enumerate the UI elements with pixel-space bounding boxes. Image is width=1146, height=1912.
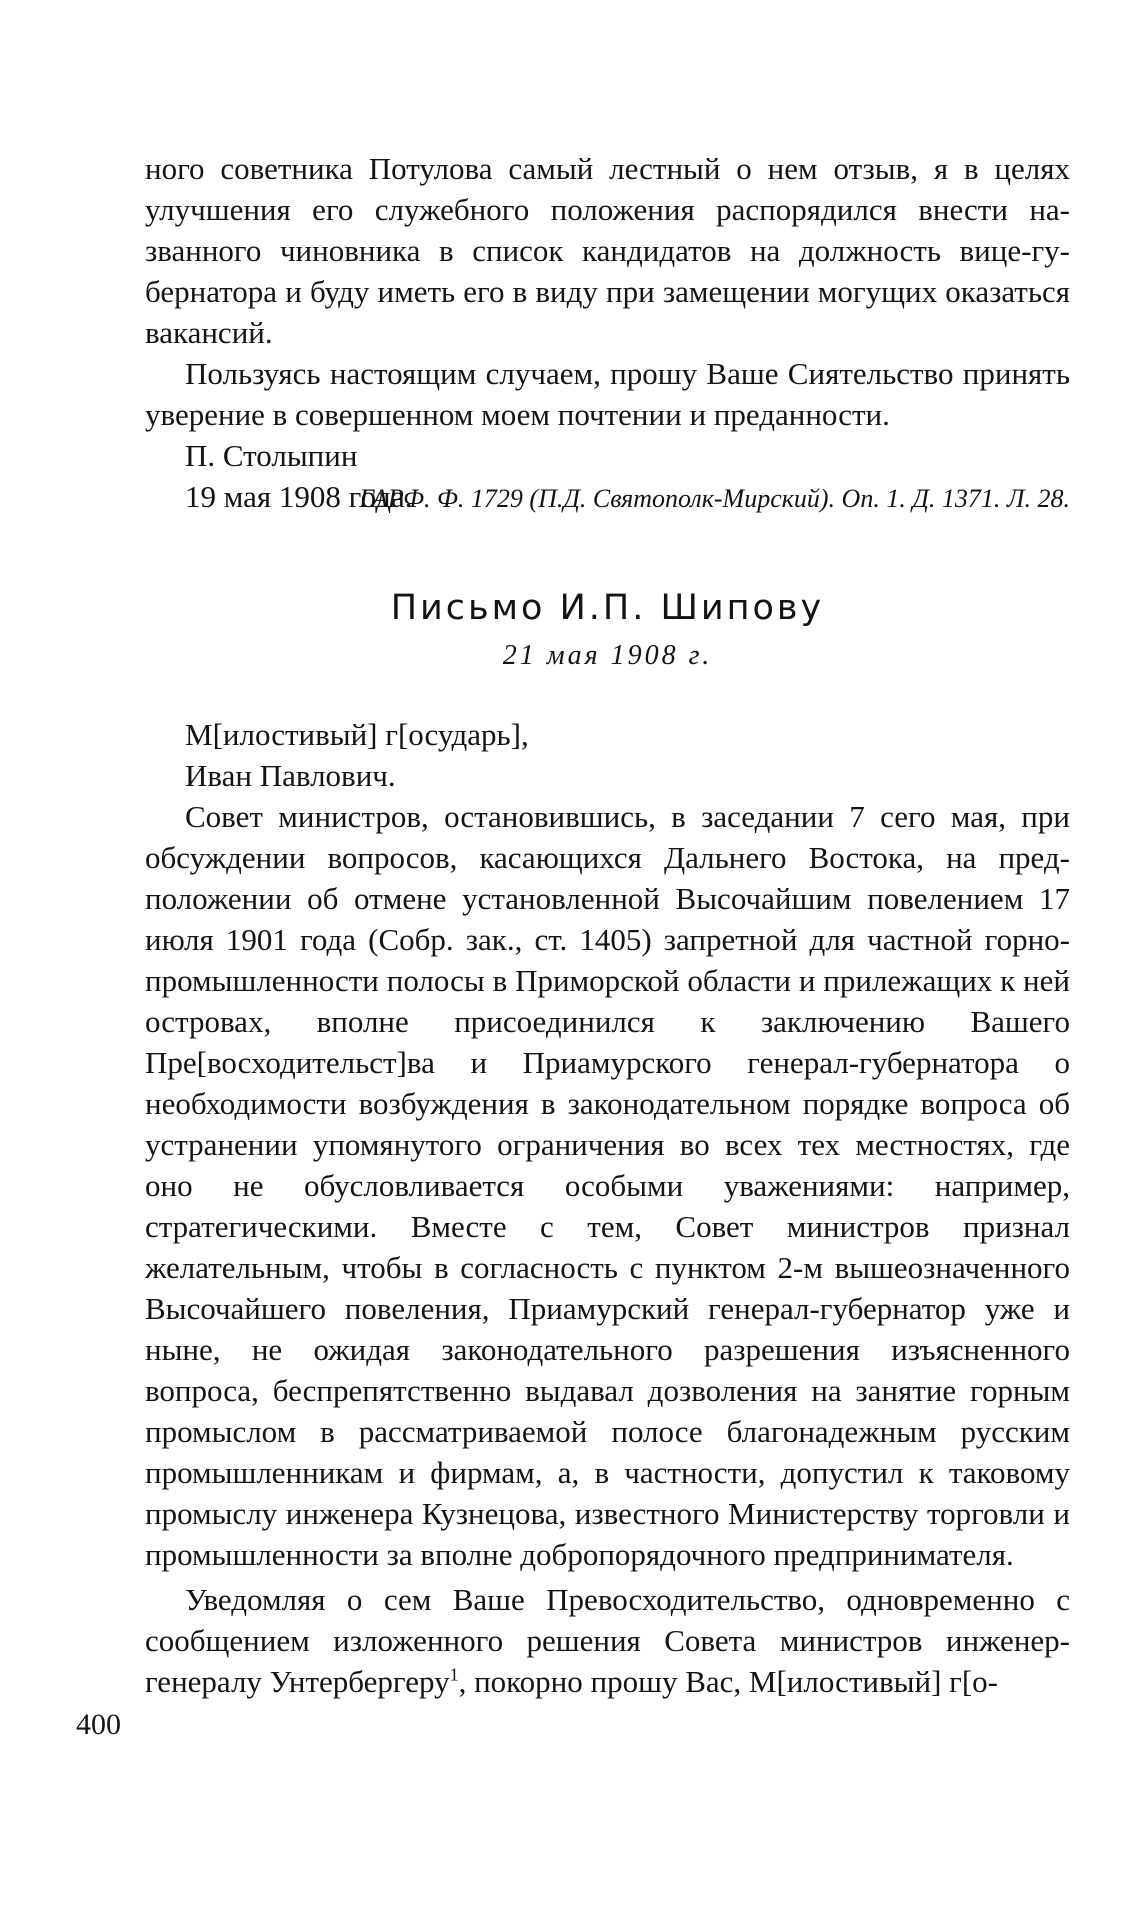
page-number: 400 bbox=[76, 1708, 121, 1741]
salutation-line-2: Иван Павлович. bbox=[185, 758, 396, 793]
letter-paragraph-2-end: , покорно прошу Вас, М[илостивый] г[о- bbox=[458, 1664, 999, 1699]
letter-paragraph-2-start: Уведомляя о сем Ваше Превосходительство, одновременно с сообщением изложенного решения Совета министров инженер-генералу Унтербергеру bbox=[145, 1582, 1070, 1699]
previous-letter-date: 19 мая 1908 года. bbox=[185, 479, 413, 514]
footnote-mark: 1 bbox=[449, 1664, 459, 1685]
salutation-line-1: М[илостивый] г[осударь], bbox=[185, 717, 529, 752]
archive-reference: ГАРФ. Ф. 1729 (П.Д. Святополк-Мирский). Оп. 1. Д. 1371. Л. 28. bbox=[359, 484, 1070, 513]
letter-date: 21 мая 1908 г. bbox=[502, 640, 713, 671]
letter-title: Письмо И.П. Шипову bbox=[390, 588, 825, 628]
letter-body bbox=[145, 714, 1070, 1702]
previous-letter-paragraph-1: ного советника Потулова самый лестный о нем отзыв, я в целях улучшения его служебного положения распорядился внести названного чиновника в список кандидатов на должность вице-губернатора и буду иметь его в виду при замещении могущих оказаться вакансий. bbox=[145, 151, 1070, 350]
previous-letter-paragraph-2: Пользуясь настоящим случаем, прошу Ваше Сиятельство принять уверение в совершенном моем почтении и преданности. bbox=[145, 356, 1070, 432]
letter-paragraph-1: Совет министров, остановившись, в заседании 7 сего мая, при обсуждении вопросов, касающихся Дальнего Востока, на предположении об отмене установленной Высочайшим повелением 17 июля 1901 года (Собр. зак., ст. 1405) запретной для частной горно-промышленности полосы в Приморской области и прилежащих к ней островах, вполне присоединился к заключению Вашего Пре[восходительст]ва и Приамурского генерал-губернатора о необходимости возбуждения в законодательном порядке вопроса об устранении упомянутого ограничения во всех тех местностях, где оно не обусловливается особыми уважениями: например, стратегическими. Вместе с тем, Совет министров признал желательным, чтобы в согласность с пунктом 2-м вышеозначенного Высочайшего повеления, Приамурский генерал-губернатор уже и ныне, не ожидая законодательного разрешения изъясненного вопроса, беспрепятственно выдавал дозволения на занятие горным промыслом в рассматриваемой полосе благонадежным русским промышленникам и фирмам, а, в частности, допустил к таковому промыслу инженера Кузнецова, известного Министерству торговли и промышленности за вполне добропорядочного предпринимателя. bbox=[145, 799, 1070, 1572]
letter-paragraph-2 bbox=[145, 1579, 1070, 1702]
previous-letter-text bbox=[145, 148, 1070, 517]
signature: П. Столыпин bbox=[185, 438, 358, 473]
